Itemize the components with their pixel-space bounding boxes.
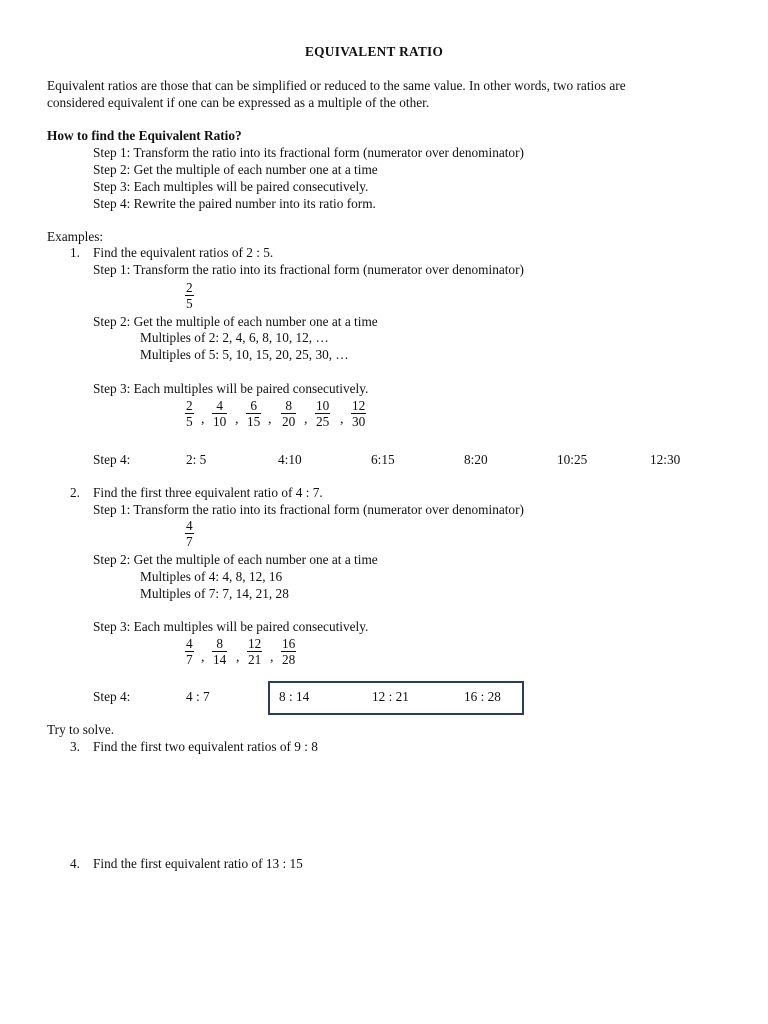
denominator: 7 — [186, 652, 193, 667]
example-1-step-1: Step 1: Transform the ratio into its fractional form (numerator over denominator) — [93, 262, 524, 277]
page-title: EQUIVALENT RATIO — [305, 44, 444, 59]
example-2-boxed-ratio: 8 : 14 — [279, 689, 310, 704]
example-2-multiples-a: Multiples of 4: 4, 8, 12, 16 — [140, 569, 283, 584]
howto-step-2: Step 2: Get the multiple of each number one at a time — [93, 162, 378, 177]
example-2-step-3: Step 3: Each multiples will be paired consecutively. — [93, 619, 369, 634]
example-1-multiples-a: Multiples of 2: 2, 4, 6, 8, 10, 12, … — [140, 330, 329, 345]
numerator: 4 — [216, 398, 223, 413]
denominator: 30 — [352, 414, 366, 429]
numerator: 8 — [285, 398, 292, 413]
example-2-step-1: Step 1: Transform the ratio into its fractional form (numerator over denominator) — [93, 502, 524, 517]
example-1-ratio: 2: 5 — [186, 452, 207, 467]
example-1-question: Find the equivalent ratios of 2 : 5. — [93, 245, 274, 260]
numerator: 2 — [186, 398, 193, 413]
comma: , — [268, 412, 272, 427]
question-4-text: Find the first equivalent ratio of 13 : 15 — [93, 856, 303, 871]
example-2-boxed-ratio: 16 : 28 — [464, 689, 501, 704]
example-1-pair-fraction — [246, 398, 261, 429]
comma: , — [270, 650, 274, 665]
question-4-number: 4. — [70, 856, 80, 871]
example-1-step-2: Step 2: Get the multiple of each number one at a time — [93, 314, 378, 329]
examples-label: Examples: — [47, 229, 104, 244]
intro-line-1: Equivalent ratios are those that can be simplified or reduced to the same value. In other words, two ratios are — [47, 78, 626, 93]
example-1-pair-fraction — [315, 398, 330, 429]
howto-step-3: Step 3: Each multiples will be paired consecutively. — [93, 179, 369, 194]
denominator: 14 — [213, 652, 227, 667]
example-1-ratio: 6:15 — [371, 452, 395, 467]
example-2-question: Find the first three equivalent ratio of 4 : 7. — [93, 485, 323, 500]
example-2-multiples-b: Multiples of 7: 7, 14, 21, 28 — [140, 586, 289, 601]
example-1-pair-fraction — [212, 398, 227, 429]
example-2-pair-fraction — [212, 636, 227, 667]
numerator: 6 — [250, 398, 257, 413]
howto-step-1: Step 1: Transform the ratio into its fractional form (numerator over denominator) — [93, 145, 524, 160]
example-2-pair-fraction — [247, 636, 262, 667]
denominator: 5 — [186, 414, 193, 429]
example-2-boxed-ratio: 12 : 21 — [372, 689, 409, 704]
denominator: 7 — [186, 534, 193, 549]
denominator: 25 — [316, 414, 330, 429]
numerator: 4 — [186, 518, 193, 533]
example-1-ratio: 12:30 — [650, 452, 681, 467]
numerator: 10 — [316, 398, 330, 413]
numerator: 4 — [186, 636, 193, 651]
example-1-ratio: 4:10 — [278, 452, 302, 467]
example-1-number: 1. — [70, 245, 80, 260]
example-1-step-3: Step 3: Each multiples will be paired consecutively. — [93, 381, 369, 396]
howto-step-4: Step 4: Rewrite the paired number into its ratio form. — [93, 196, 376, 211]
question-3-text: Find the first two equivalent ratios of 9 : 8 — [93, 739, 318, 754]
denominator: 15 — [247, 414, 261, 429]
denominator: 21 — [248, 652, 262, 667]
numerator: 12 — [248, 636, 262, 651]
comma: , — [340, 412, 344, 427]
example-1-ratio: 10:25 — [557, 452, 588, 467]
example-2-step-2: Step 2: Get the multiple of each number one at a time — [93, 552, 378, 567]
question-3-number: 3. — [70, 739, 80, 754]
example-1-ratio: 8:20 — [464, 452, 488, 467]
intro-line-2: considered equivalent if one can be expressed as a multiple of the other. — [47, 95, 430, 110]
example-1-pair-fraction — [185, 398, 194, 429]
comma: , — [201, 650, 205, 665]
example-1-pair-fraction — [281, 398, 296, 429]
example-2-ratio: 4 : 7 — [186, 689, 210, 704]
comma: , — [201, 412, 205, 427]
denominator: 10 — [213, 414, 227, 429]
example-1-step-4-label: Step 4: — [93, 452, 131, 467]
numerator: 2 — [186, 280, 193, 295]
denominator: 28 — [282, 652, 296, 667]
numerator: 16 — [282, 636, 296, 651]
howto-heading: How to find the Equivalent Ratio? — [47, 128, 242, 143]
numerator: 8 — [216, 636, 223, 651]
denominator: 5 — [186, 296, 193, 311]
comma: , — [304, 412, 308, 427]
example-2-number: 2. — [70, 485, 80, 500]
comma: , — [236, 650, 240, 665]
example-2-fraction — [185, 518, 194, 549]
example-1-pair-fraction — [351, 398, 366, 429]
example-2-step-4-label: Step 4: — [93, 689, 131, 704]
try-label: Try to solve. — [47, 722, 115, 737]
example-1-fraction — [185, 280, 194, 311]
example-2-pair-fraction — [281, 636, 296, 667]
example-1-multiples-b: Multiples of 5: 5, 10, 15, 20, 25, 30, … — [140, 347, 349, 362]
numerator: 12 — [352, 398, 366, 413]
comma: , — [235, 412, 239, 427]
denominator: 20 — [282, 414, 296, 429]
example-2-pair-fraction — [185, 636, 194, 667]
